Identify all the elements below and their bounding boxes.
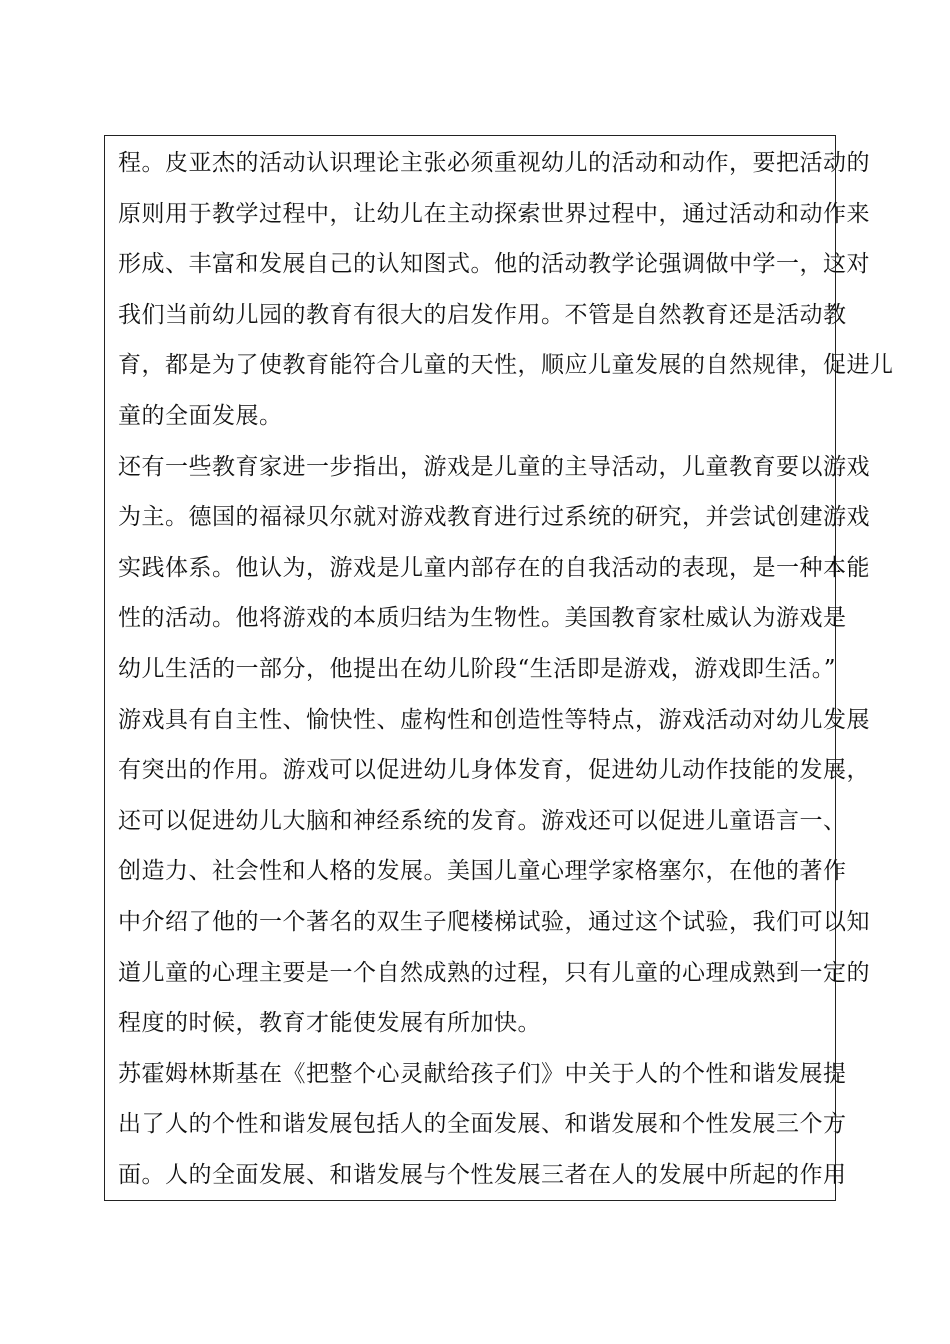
text-line: 形成、丰富和发展自己的认知图式。他的活动教学论强调做中学一，这对	[118, 251, 870, 278]
document-frame	[104, 135, 894, 1201]
text-line: 道儿童的心理主要是一个自然成熟的过程，只有儿童的心理成熟到一定的	[118, 959, 870, 986]
text-line: 面。人的全面发展、和谐发展与个性发展三者在人的发展中所起的作用	[118, 1162, 847, 1188]
text-line: 原则用于教学过程中，让幼儿在主动探索世界过程中，通过活动和动作来	[118, 200, 870, 227]
text-line: 创造力、社会性和人格的发展。美国儿童心理学家格塞尔，在他的著作	[118, 858, 847, 885]
text-line: 有突出的作用。游戏可以促进幼儿身体发育，促进幼儿动作技能的发展，	[118, 757, 870, 784]
text-line: 我们当前幼儿园的教育有很大的启发作用。不管是自然教育还是活动教	[118, 301, 847, 328]
text-line: 育，都是为了使教育能符合儿童的天性，顺应儿童发展的自然规律，促进儿	[118, 352, 894, 379]
text-line: 幼儿生活的一部分，他提出在幼儿阶段“生活即是游戏，游戏即生活。”	[118, 656, 837, 682]
text-line: 还有一些教育家进一步指出，游戏是儿童的主导活动，儿童教育要以游戏	[118, 453, 870, 480]
text-line: 童的全面发展。	[118, 403, 283, 429]
text-line: 还可以促进幼儿大脑和神经系统的发育。游戏还可以促进儿童语言一、	[118, 807, 847, 834]
text-line: 出了人的个性和谐发展包括人的全面发展、和谐发展和个性发展三个方	[118, 1111, 847, 1138]
text-line: 程。皮亚杰的活动认识理论主张必须重视幼儿的活动和动作，要把活动的	[118, 150, 870, 176]
text-line: 程度的时候，教育才能使发展有所加快。	[118, 1010, 541, 1037]
text-line: 游戏具有自主性、愉快性、虚构性和创造性等特点，游戏活动对幼儿发展	[118, 706, 870, 733]
text-line: 中介绍了他的一个著名的双生子爬楼梯试验，通过这个试验，我们可以知	[118, 909, 870, 935]
text-line: 苏霍姆林斯基在《把整个心灵献给孩子们》中关于人的个性和谐发展提	[118, 1060, 847, 1087]
text-line: 实践体系。他认为，游戏是儿童内部存在的自我活动的表现，是一种本能	[118, 554, 870, 581]
text-line: 性的活动。他将游戏的本质归结为生物性。美国教育家杜威认为游戏是	[118, 605, 847, 632]
text-line: 为主。德国的福禄贝尔就对游戏教育进行过系统的研究，并尝试创建游戏	[118, 504, 870, 531]
